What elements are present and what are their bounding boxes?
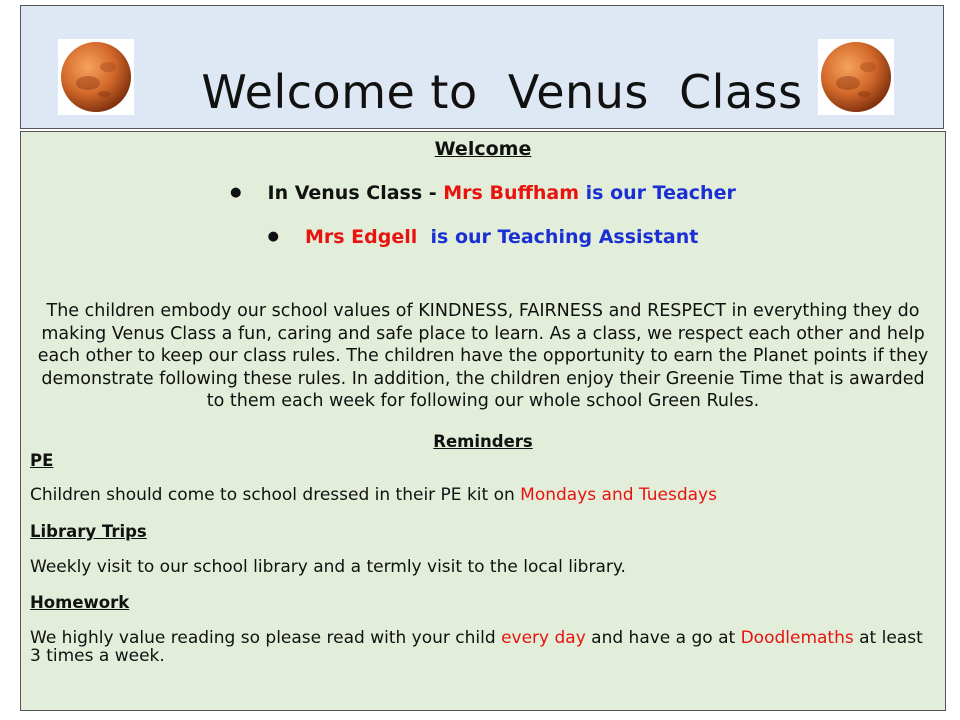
pe-text-main: Children should come to school dressed in their PE kit on: [30, 485, 521, 505]
school-values-paragraph: The children embody our school values of KINDNESS, FAIRNESS and RESPECT in everything they do making Venus Class a fun, caring and safe place to learn. As a class, we respect each other and help each other to keep our class rules. The children have the opportunity to earn the Planet points if they demonstrate following these rules. In addition, the children enjoy their Greenie Time that is awarded to them each week for following our whole school Green Rules.: [37, 301, 929, 411]
library-text: Weekly visit to our school library and a termly visit to the local library.: [30, 557, 626, 577]
assistant-name: Mrs Edgell: [304, 226, 418, 248]
homework-text-3: at least 3 times a week.: [30, 628, 923, 666]
header-banner: [20, 5, 944, 129]
homework-heading: Homework: [30, 593, 130, 612]
homework-text: [30, 629, 931, 665]
pe-text: [30, 486, 931, 504]
welcome-heading: Welcome: [434, 138, 532, 160]
planet-venus-icon: [58, 39, 134, 115]
pe-days: Mondays and Tuesdays: [520, 485, 717, 505]
planet-venus-icon: [818, 39, 894, 115]
bullet-dot-icon: ●: [230, 185, 242, 200]
bullet-dot-icon: ●: [267, 229, 279, 244]
content-panel: [20, 131, 946, 711]
homework-every-day: every day: [501, 628, 586, 648]
assistant-bullet: [21, 226, 945, 248]
teacher-prefix: In Venus Class -: [267, 182, 444, 204]
library-heading: Library Trips: [30, 522, 147, 541]
homework-text-1: We highly value reading so please read with your child: [30, 628, 502, 648]
reminders-heading: Reminders: [433, 432, 533, 451]
teacher-name: Mrs Buffham: [443, 182, 580, 204]
pe-heading: PE: [30, 451, 54, 470]
teacher-bullet: [21, 182, 945, 204]
doodlemaths-label: Doodlemaths: [740, 628, 854, 648]
page-title: Welcome to Venus Class: [201, 65, 803, 119]
homework-text-2: and have a go at: [585, 628, 741, 648]
assistant-suffix: is our Teaching Assistant: [417, 226, 699, 248]
teacher-suffix: is our Teacher: [579, 182, 736, 204]
